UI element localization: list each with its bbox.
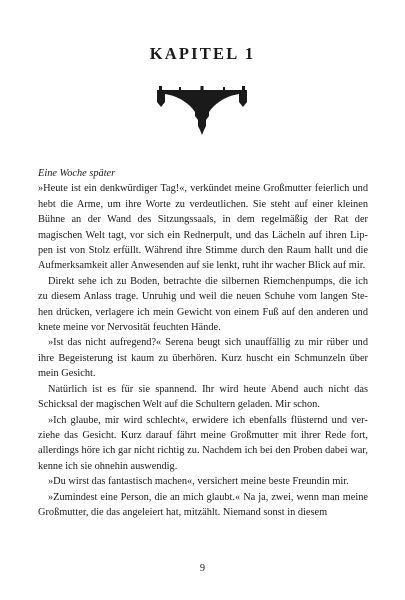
page-number: 9 [199, 563, 206, 574]
paragraph-4: Natürlich ist es für sie spannend. Ihr wird heute Abend auch nicht das Schicksal der magischen Welt auf die Schultern geladen. Mir schon. [38, 383, 368, 411]
paragraph-1: »Heute ist ein denkwürdiger Tag!«, verkündet meine Großmutter feierlich und hebt die Arme, um ihre Worte zu verdeutlichen. Sie steht auf einer kleinen Bühne an der Wand des Sitzungssaals, in dem regelmäßig der Rat der magischen Welt tagt, vor sich ein Rednerpult, und das Lächeln auf ihren Lippen ist von Stolz erfüllt. Während ihre Stimme durch den Raum hallt und die Aufmerksamkeit aller Anwesenden auf sie lenkt, ruht ihr wacher Blick auf mir. [38, 183, 368, 272]
section-subheading: Eine Woche später [38, 168, 116, 179]
paragraph-6: »Du wirst das fantastisch machen«, versichert meine beste Freundin mir. [48, 476, 349, 488]
paragraph-2: Direkt sehe ich zu Boden, betrachte die silbernen Riemchenpumps, die ich zu diesem Anlass trage. Unruhig und weil die neuen Schuhe vom langen Stehen drücken, verlagere ich mein Gewicht von einem Fuß auf den anderen und knete meine vor Nervosität feuchten Hände. [38, 275, 368, 334]
chapter-title: KAPITEL 1 [149, 44, 256, 63]
chapter-body [38, 166, 368, 520]
gothic-arch-ornament-icon [155, 86, 249, 136]
paragraph-7: »Zumindest eine Person, die an mich glaubt.« Na ja, zwei, wenn man meine Großmutter, die das angeleiert hat, mitzählt. Niemand sonst in diesem [38, 491, 368, 518]
paragraph-3: »Ist das nicht aufregend?« Serena beugt sich unauffällig zu mir rüber und ihre Begeisterung ist kaum zu überhören. Kurz huscht ein Schmunzeln über mein Gesicht. [38, 337, 368, 380]
paragraph-5: »Ich glaube, mir wird schlecht«, erwidere ich ebenfalls flüsternd und verziehe das Gesicht. Kurz darauf fährt meine Großmutter mit ihrer Rede fort, allerdings höre ich gar nicht richtig zu. Nachdem ich bei den Proben dabei war, kenne ich sie ohnehin auswendig. [38, 414, 368, 472]
